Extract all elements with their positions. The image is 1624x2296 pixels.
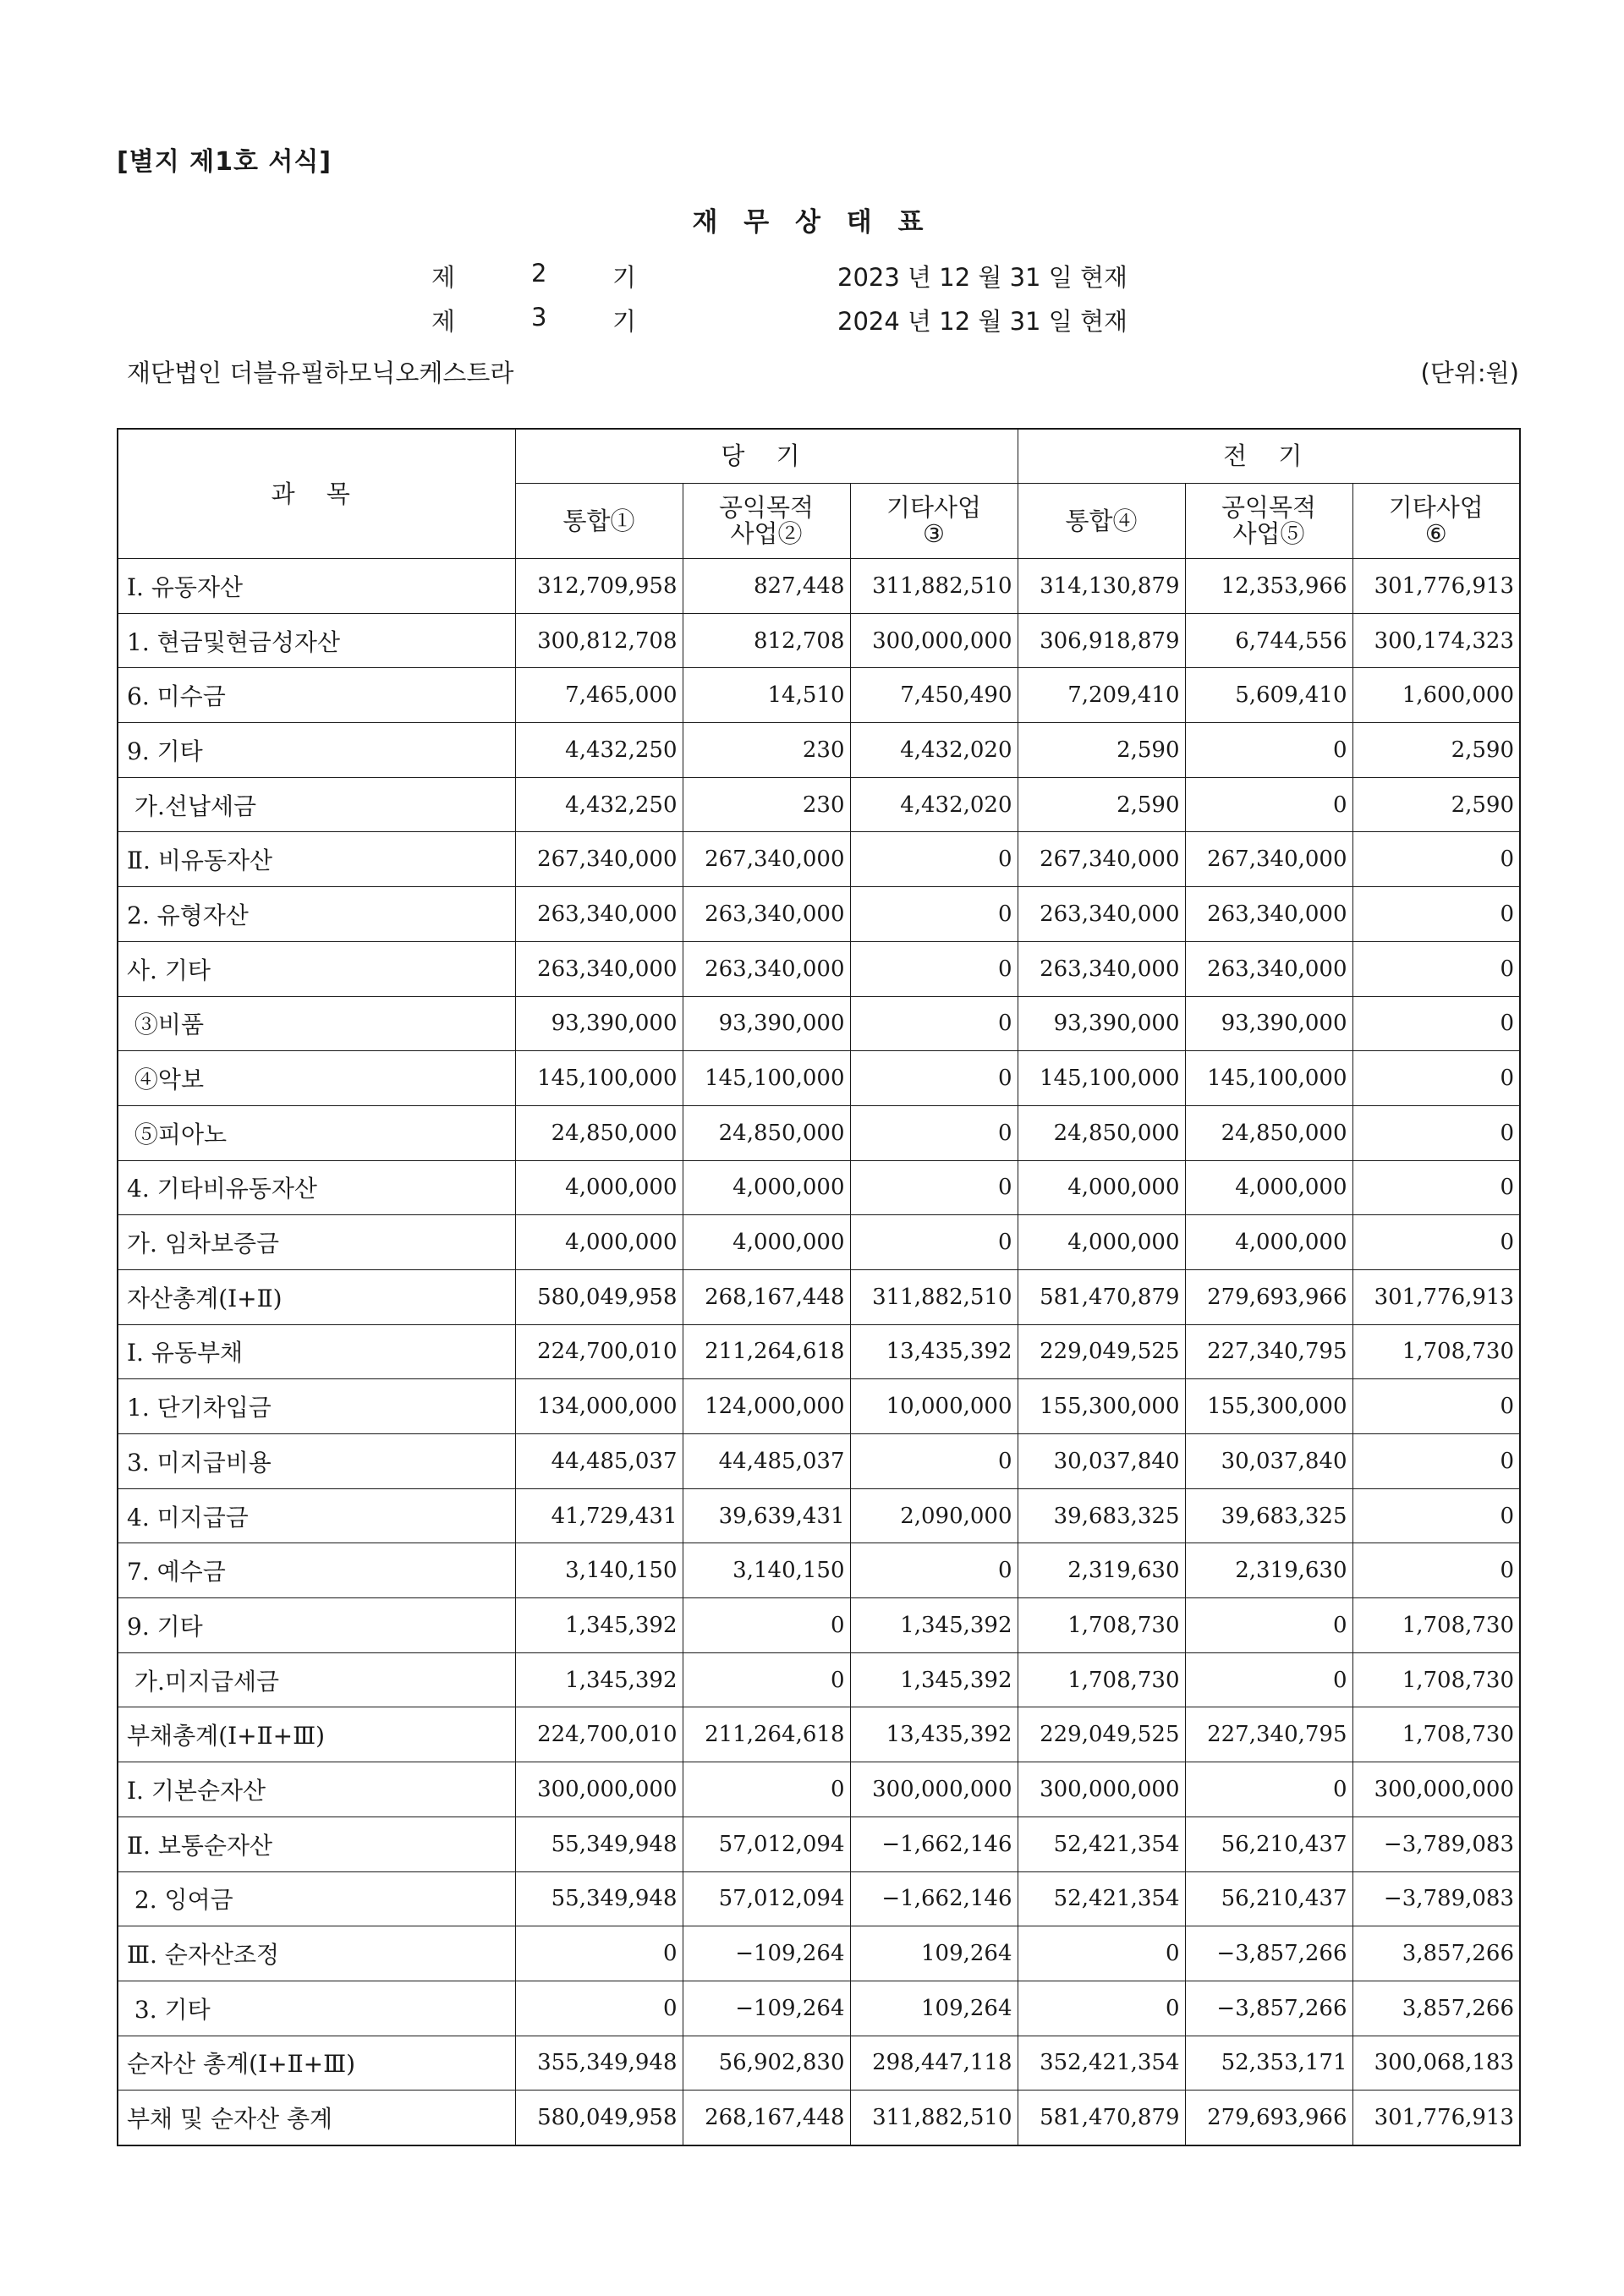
row-item-label: 1. 현금및현금성자산: [118, 613, 515, 668]
row-value-cell: 7,450,490: [850, 668, 1018, 723]
header-prior-period: 전 기: [1018, 429, 1520, 484]
table-row: [118, 832, 1520, 887]
row-item-label: 사. 기타: [118, 941, 515, 996]
row-value-cell: 55,349,948: [515, 1817, 683, 1871]
row-value-cell: 155,300,000: [1185, 1379, 1352, 1434]
row-value-cell: 311,882,510: [850, 1269, 1018, 1324]
row-value-cell: 109,264: [850, 1926, 1018, 1981]
row-value-cell: 7,209,410: [1018, 668, 1185, 723]
row-value-cell: 827,448: [683, 559, 850, 614]
table-row: [118, 887, 1520, 942]
row-value-cell: 0: [683, 1652, 850, 1707]
row-value-cell: 298,447,118: [850, 2036, 1018, 2091]
row-value-cell: −1,662,146: [850, 1871, 1018, 1926]
row-value-cell: 4,000,000: [1018, 1215, 1185, 1270]
table-row: [118, 1981, 1520, 2036]
row-value-cell: 2,590: [1018, 777, 1185, 832]
table-row: [118, 1434, 1520, 1489]
row-item-label: Ⅱ. 비유동자산: [118, 832, 515, 887]
row-value-cell: 56,902,830: [683, 2036, 850, 2091]
row-item-label: ④악보: [118, 1051, 515, 1106]
row-value-cell: 0: [850, 1105, 1018, 1160]
row-value-cell: 0: [683, 1762, 850, 1817]
header-column-line1: 기타사업: [886, 493, 982, 522]
row-value-cell: 267,340,000: [1185, 832, 1352, 887]
row-value-cell: 134,000,000: [515, 1379, 683, 1434]
row-value-cell: 0: [1018, 1981, 1185, 2036]
row-value-cell: 300,000,000: [850, 1762, 1018, 1817]
row-value-cell: −1,662,146: [850, 1817, 1018, 1871]
row-value-cell: 267,340,000: [515, 832, 683, 887]
row-value-cell: 267,340,000: [1018, 832, 1185, 887]
row-value-cell: 0: [850, 1434, 1018, 1489]
row-item-label: 자산총계(Ⅰ+Ⅱ): [118, 1269, 515, 1324]
row-value-cell: 2,090,000: [850, 1488, 1018, 1543]
row-value-cell: 10,000,000: [850, 1379, 1018, 1434]
row-value-cell: 580,049,958: [515, 1269, 683, 1324]
financial-position-table: [117, 428, 1521, 2146]
row-value-cell: 39,639,431: [683, 1488, 850, 1543]
header-column-line2: ③: [923, 519, 945, 548]
row-value-cell: 263,340,000: [683, 887, 850, 942]
table-row: [118, 1926, 1520, 1981]
row-value-cell: 263,340,000: [515, 941, 683, 996]
row-value-cell: 0: [515, 1926, 683, 1981]
row-value-cell: 4,432,020: [850, 777, 1018, 832]
period-gi: 기: [612, 263, 637, 292]
row-value-cell: −109,264: [683, 1926, 850, 1981]
table-row: [118, 668, 1520, 723]
row-value-cell: 0: [1352, 887, 1520, 942]
row-value-cell: 4,000,000: [1185, 1215, 1352, 1270]
header-column: [1018, 484, 1185, 559]
row-item-label: Ⅰ. 유동부채: [118, 1324, 515, 1379]
header-subject: 과 목: [118, 429, 515, 559]
row-value-cell: 24,850,000: [515, 1105, 683, 1160]
row-value-cell: 0: [1018, 1926, 1185, 1981]
row-value-cell: 263,340,000: [1185, 887, 1352, 942]
row-value-cell: 4,000,000: [683, 1160, 850, 1215]
row-value-cell: 812,708: [683, 613, 850, 668]
row-value-cell: 352,421,354: [1018, 2036, 1185, 2091]
table-row: [118, 1379, 1520, 1434]
period-date: 2024 년 12 월 31 일 현재: [837, 307, 1127, 336]
table-row: [118, 996, 1520, 1051]
row-value-cell: 227,340,795: [1185, 1707, 1352, 1762]
row-value-cell: 227,340,795: [1185, 1324, 1352, 1379]
table-row: [118, 777, 1520, 832]
row-value-cell: −109,264: [683, 1981, 850, 2036]
row-value-cell: 2,319,630: [1185, 1543, 1352, 1598]
row-value-cell: 2,319,630: [1018, 1543, 1185, 1598]
row-value-cell: 263,340,000: [515, 887, 683, 942]
row-value-cell: 300,000,000: [515, 1762, 683, 1817]
table-row: [118, 2091, 1520, 2145]
row-value-cell: 145,100,000: [683, 1051, 850, 1106]
table-row: [118, 1051, 1520, 1106]
row-value-cell: 0: [1352, 1215, 1520, 1270]
row-value-cell: 355,349,948: [515, 2036, 683, 2091]
row-value-cell: 211,264,618: [683, 1707, 850, 1762]
row-value-cell: 224,700,010: [515, 1707, 683, 1762]
header-column-line1: 공익목적: [1221, 493, 1317, 522]
row-item-label: Ⅲ. 순자산조정: [118, 1926, 515, 1981]
table-row: [118, 2036, 1520, 2091]
row-value-cell: 263,340,000: [1185, 941, 1352, 996]
row-value-cell: 229,049,525: [1018, 1707, 1185, 1762]
row-value-cell: 300,068,183: [1352, 2036, 1520, 2091]
row-value-cell: 93,390,000: [1018, 996, 1185, 1051]
row-value-cell: 145,100,000: [1185, 1051, 1352, 1106]
row-value-cell: 124,000,000: [683, 1379, 850, 1434]
row-value-cell: 55,349,948: [515, 1871, 683, 1926]
row-value-cell: 312,709,958: [515, 559, 683, 614]
row-value-cell: 0: [1185, 777, 1352, 832]
row-value-cell: 0: [850, 887, 1018, 942]
row-value-cell: 3,140,150: [683, 1543, 850, 1598]
row-value-cell: 0: [1352, 1379, 1520, 1434]
row-value-cell: 311,882,510: [850, 559, 1018, 614]
table-row: [118, 941, 1520, 996]
row-value-cell: 211,264,618: [683, 1324, 850, 1379]
row-value-cell: 30,037,840: [1018, 1434, 1185, 1489]
header-row-1: [118, 429, 1520, 484]
row-value-cell: 2,590: [1352, 723, 1520, 778]
table-row: [118, 1817, 1520, 1871]
entity-name: 재단법인 더블유필하모닉오케스트라: [127, 359, 514, 387]
row-value-cell: 0: [1352, 1543, 1520, 1598]
row-value-cell: 4,000,000: [1185, 1160, 1352, 1215]
header-column: [683, 484, 850, 559]
row-item-label: Ⅰ. 유동자산: [118, 559, 515, 614]
row-value-cell: 13,435,392: [850, 1707, 1018, 1762]
row-item-label: 2. 잉여금: [118, 1871, 515, 1926]
row-item-label: 7. 예수금: [118, 1543, 515, 1598]
row-value-cell: 581,470,879: [1018, 1269, 1185, 1324]
row-value-cell: 52,353,171: [1185, 2036, 1352, 2091]
row-item-label: 가. 임차보증금: [118, 1215, 515, 1270]
row-value-cell: 56,210,437: [1185, 1817, 1352, 1871]
unit-label: (단위:원): [1420, 359, 1519, 387]
row-value-cell: 39,683,325: [1018, 1488, 1185, 1543]
period-gi: 기: [612, 307, 637, 336]
row-value-cell: 44,485,037: [683, 1434, 850, 1489]
table-row: [118, 613, 1520, 668]
row-item-label: 9. 기타: [118, 723, 515, 778]
row-value-cell: −3,789,083: [1352, 1817, 1520, 1871]
row-value-cell: 145,100,000: [515, 1051, 683, 1106]
row-value-cell: 0: [1352, 1434, 1520, 1489]
table-row: [118, 1160, 1520, 1215]
table-row: [118, 1215, 1520, 1270]
table-row: [118, 1488, 1520, 1543]
row-value-cell: 0: [850, 996, 1018, 1051]
row-value-cell: 0: [850, 1215, 1018, 1270]
row-value-cell: 224,700,010: [515, 1324, 683, 1379]
row-value-cell: 311,882,510: [850, 2091, 1018, 2145]
row-value-cell: 1,345,392: [515, 1652, 683, 1707]
period-number: 3: [531, 303, 547, 332]
table-row: [118, 723, 1520, 778]
row-value-cell: 0: [1185, 1762, 1352, 1817]
row-value-cell: 2,590: [1018, 723, 1185, 778]
row-value-cell: −3,857,266: [1185, 1981, 1352, 2036]
table-row: [118, 1324, 1520, 1379]
row-item-label: 4. 미지급금: [118, 1488, 515, 1543]
row-value-cell: 301,776,913: [1352, 1269, 1520, 1324]
row-value-cell: 581,470,879: [1018, 2091, 1185, 2145]
row-value-cell: 279,693,966: [1185, 2091, 1352, 2145]
row-value-cell: 4,000,000: [683, 1215, 850, 1270]
row-value-cell: 301,776,913: [1352, 559, 1520, 614]
row-value-cell: 13,435,392: [850, 1324, 1018, 1379]
row-value-cell: 44,485,037: [515, 1434, 683, 1489]
row-value-cell: −3,857,266: [1185, 1926, 1352, 1981]
row-value-cell: 4,000,000: [515, 1215, 683, 1270]
row-value-cell: 5,609,410: [1185, 668, 1352, 723]
row-value-cell: 268,167,448: [683, 1269, 850, 1324]
row-value-cell: 1,708,730: [1018, 1598, 1185, 1653]
table-row: [118, 1598, 1520, 1653]
row-item-label: Ⅰ. 기본순자산: [118, 1762, 515, 1817]
row-value-cell: 24,850,000: [683, 1105, 850, 1160]
row-item-label: 3. 미지급비용: [118, 1434, 515, 1489]
row-value-cell: 268,167,448: [683, 2091, 850, 2145]
row-value-cell: 57,012,094: [683, 1817, 850, 1871]
row-value-cell: 0: [1185, 1652, 1352, 1707]
row-value-cell: 0: [1352, 1488, 1520, 1543]
row-value-cell: 14,510: [683, 668, 850, 723]
row-value-cell: 4,432,250: [515, 723, 683, 778]
row-value-cell: 1,345,392: [850, 1598, 1018, 1653]
header-column: [515, 484, 683, 559]
row-item-label: ③비품: [118, 996, 515, 1051]
period-date: 2023 년 12 월 31 일 현재: [837, 263, 1127, 292]
row-value-cell: 1,345,392: [850, 1652, 1018, 1707]
row-value-cell: 4,432,250: [515, 777, 683, 832]
row-value-cell: 0: [850, 1051, 1018, 1106]
header-column: [1352, 484, 1520, 559]
row-value-cell: 57,012,094: [683, 1871, 850, 1926]
row-item-label: 가.미지급세금: [118, 1652, 515, 1707]
table-row: [118, 559, 1520, 614]
period-je: 제: [431, 307, 456, 336]
row-item-label: 6. 미수금: [118, 668, 515, 723]
row-value-cell: 109,264: [850, 1981, 1018, 2036]
row-value-cell: 0: [850, 1543, 1018, 1598]
row-value-cell: 41,729,431: [515, 1488, 683, 1543]
row-value-cell: 52,421,354: [1018, 1817, 1185, 1871]
row-value-cell: 300,000,000: [850, 613, 1018, 668]
row-value-cell: 24,850,000: [1185, 1105, 1352, 1160]
table-row: [118, 1871, 1520, 1926]
row-value-cell: 1,600,000: [1352, 668, 1520, 723]
row-item-label: ⑤피아노: [118, 1105, 515, 1160]
row-value-cell: 300,000,000: [1018, 1762, 1185, 1817]
row-item-label: Ⅱ. 보통순자산: [118, 1817, 515, 1871]
row-value-cell: 230: [683, 777, 850, 832]
row-value-cell: 24,850,000: [1018, 1105, 1185, 1160]
row-value-cell: 300,174,323: [1352, 613, 1520, 668]
row-value-cell: 263,340,000: [1018, 941, 1185, 996]
row-value-cell: 0: [1352, 1105, 1520, 1160]
header-column-line2: 사업⑤: [1232, 519, 1305, 548]
row-value-cell: 300,812,708: [515, 613, 683, 668]
row-value-cell: 279,693,966: [1185, 1269, 1352, 1324]
header-column-line1: 통합①: [562, 506, 635, 535]
row-value-cell: 1,708,730: [1352, 1652, 1520, 1707]
row-item-label: 4. 기타비유동자산: [118, 1160, 515, 1215]
row-value-cell: 6,744,556: [1185, 613, 1352, 668]
header-column: [1185, 484, 1352, 559]
row-value-cell: 263,340,000: [683, 941, 850, 996]
row-value-cell: 3,857,266: [1352, 1926, 1520, 1981]
row-value-cell: 301,776,913: [1352, 2091, 1520, 2145]
row-value-cell: 93,390,000: [683, 996, 850, 1051]
row-value-cell: 3,857,266: [1352, 1981, 1520, 2036]
row-value-cell: 0: [850, 941, 1018, 996]
header-column-line2: 사업②: [730, 519, 803, 548]
table-row: [118, 1707, 1520, 1762]
row-value-cell: 267,340,000: [683, 832, 850, 887]
row-value-cell: 0: [850, 832, 1018, 887]
row-value-cell: 93,390,000: [515, 996, 683, 1051]
row-item-label: 부채총계(Ⅰ+Ⅱ+Ⅲ): [118, 1707, 515, 1762]
row-item-label: 2. 유형자산: [118, 887, 515, 942]
row-value-cell: 0: [850, 1160, 1018, 1215]
row-value-cell: 0: [515, 1981, 683, 2036]
row-value-cell: 0: [1185, 723, 1352, 778]
row-value-cell: 0: [1352, 1160, 1520, 1215]
row-value-cell: 300,000,000: [1352, 1762, 1520, 1817]
table-body: [118, 559, 1520, 2145]
row-item-label: 9. 기타: [118, 1598, 515, 1653]
row-value-cell: 0: [1352, 832, 1520, 887]
header-column-line2: ⑥: [1424, 519, 1447, 548]
row-value-cell: 1,708,730: [1018, 1652, 1185, 1707]
row-value-cell: 155,300,000: [1018, 1379, 1185, 1434]
row-value-cell: 0: [1352, 1051, 1520, 1106]
header-column-line1: 공익목적: [718, 493, 815, 522]
header-column-line1: 통합④: [1065, 506, 1138, 535]
row-value-cell: 1,345,392: [515, 1598, 683, 1653]
row-value-cell: 230: [683, 723, 850, 778]
row-value-cell: 1,708,730: [1352, 1598, 1520, 1653]
period-number: 2: [531, 259, 547, 288]
row-item-label: 1. 단기차입금: [118, 1379, 515, 1434]
row-value-cell: 2,590: [1352, 777, 1520, 832]
row-value-cell: 314,130,879: [1018, 559, 1185, 614]
row-value-cell: 306,918,879: [1018, 613, 1185, 668]
row-value-cell: 263,340,000: [1018, 887, 1185, 942]
row-value-cell: 145,100,000: [1018, 1051, 1185, 1106]
row-item-label: 가.선납세금: [118, 777, 515, 832]
row-value-cell: 52,421,354: [1018, 1871, 1185, 1926]
table-row: [118, 1543, 1520, 1598]
table-row: [118, 1269, 1520, 1324]
row-value-cell: 1,708,730: [1352, 1707, 1520, 1762]
row-item-label: 3. 기타: [118, 1981, 515, 2036]
row-item-label: 순자산 총계(Ⅰ+Ⅱ+Ⅲ): [118, 2036, 515, 2091]
row-value-cell: 56,210,437: [1185, 1871, 1352, 1926]
row-value-cell: 30,037,840: [1185, 1434, 1352, 1489]
row-value-cell: 93,390,000: [1185, 996, 1352, 1051]
row-value-cell: 4,000,000: [515, 1160, 683, 1215]
row-value-cell: 0: [683, 1598, 850, 1653]
table-row: [118, 1762, 1520, 1817]
row-value-cell: 12,353,966: [1185, 559, 1352, 614]
header-column: [850, 484, 1018, 559]
form-label: [별지 제1호 서식]: [117, 147, 332, 177]
table-row: [118, 1652, 1520, 1707]
header-current-period: 당 기: [515, 429, 1018, 484]
document-title: 재 무 상 태 표: [692, 207, 932, 238]
row-value-cell: 0: [1352, 996, 1520, 1051]
row-value-cell: 39,683,325: [1185, 1488, 1352, 1543]
row-value-cell: 1,708,730: [1352, 1324, 1520, 1379]
period-je: 제: [431, 263, 456, 292]
row-value-cell: 229,049,525: [1018, 1324, 1185, 1379]
row-value-cell: 4,000,000: [1018, 1160, 1185, 1215]
row-value-cell: 4,432,020: [850, 723, 1018, 778]
row-item-label: 부채 및 순자산 총계: [118, 2091, 515, 2145]
row-value-cell: 0: [1352, 941, 1520, 996]
header-column-line1: 기타사업: [1388, 493, 1484, 522]
table-row: [118, 1105, 1520, 1160]
row-value-cell: 7,465,000: [515, 668, 683, 723]
row-value-cell: 0: [1185, 1598, 1352, 1653]
row-value-cell: 3,140,150: [515, 1543, 683, 1598]
row-value-cell: −3,789,083: [1352, 1871, 1520, 1926]
row-value-cell: 580,049,958: [515, 2091, 683, 2145]
